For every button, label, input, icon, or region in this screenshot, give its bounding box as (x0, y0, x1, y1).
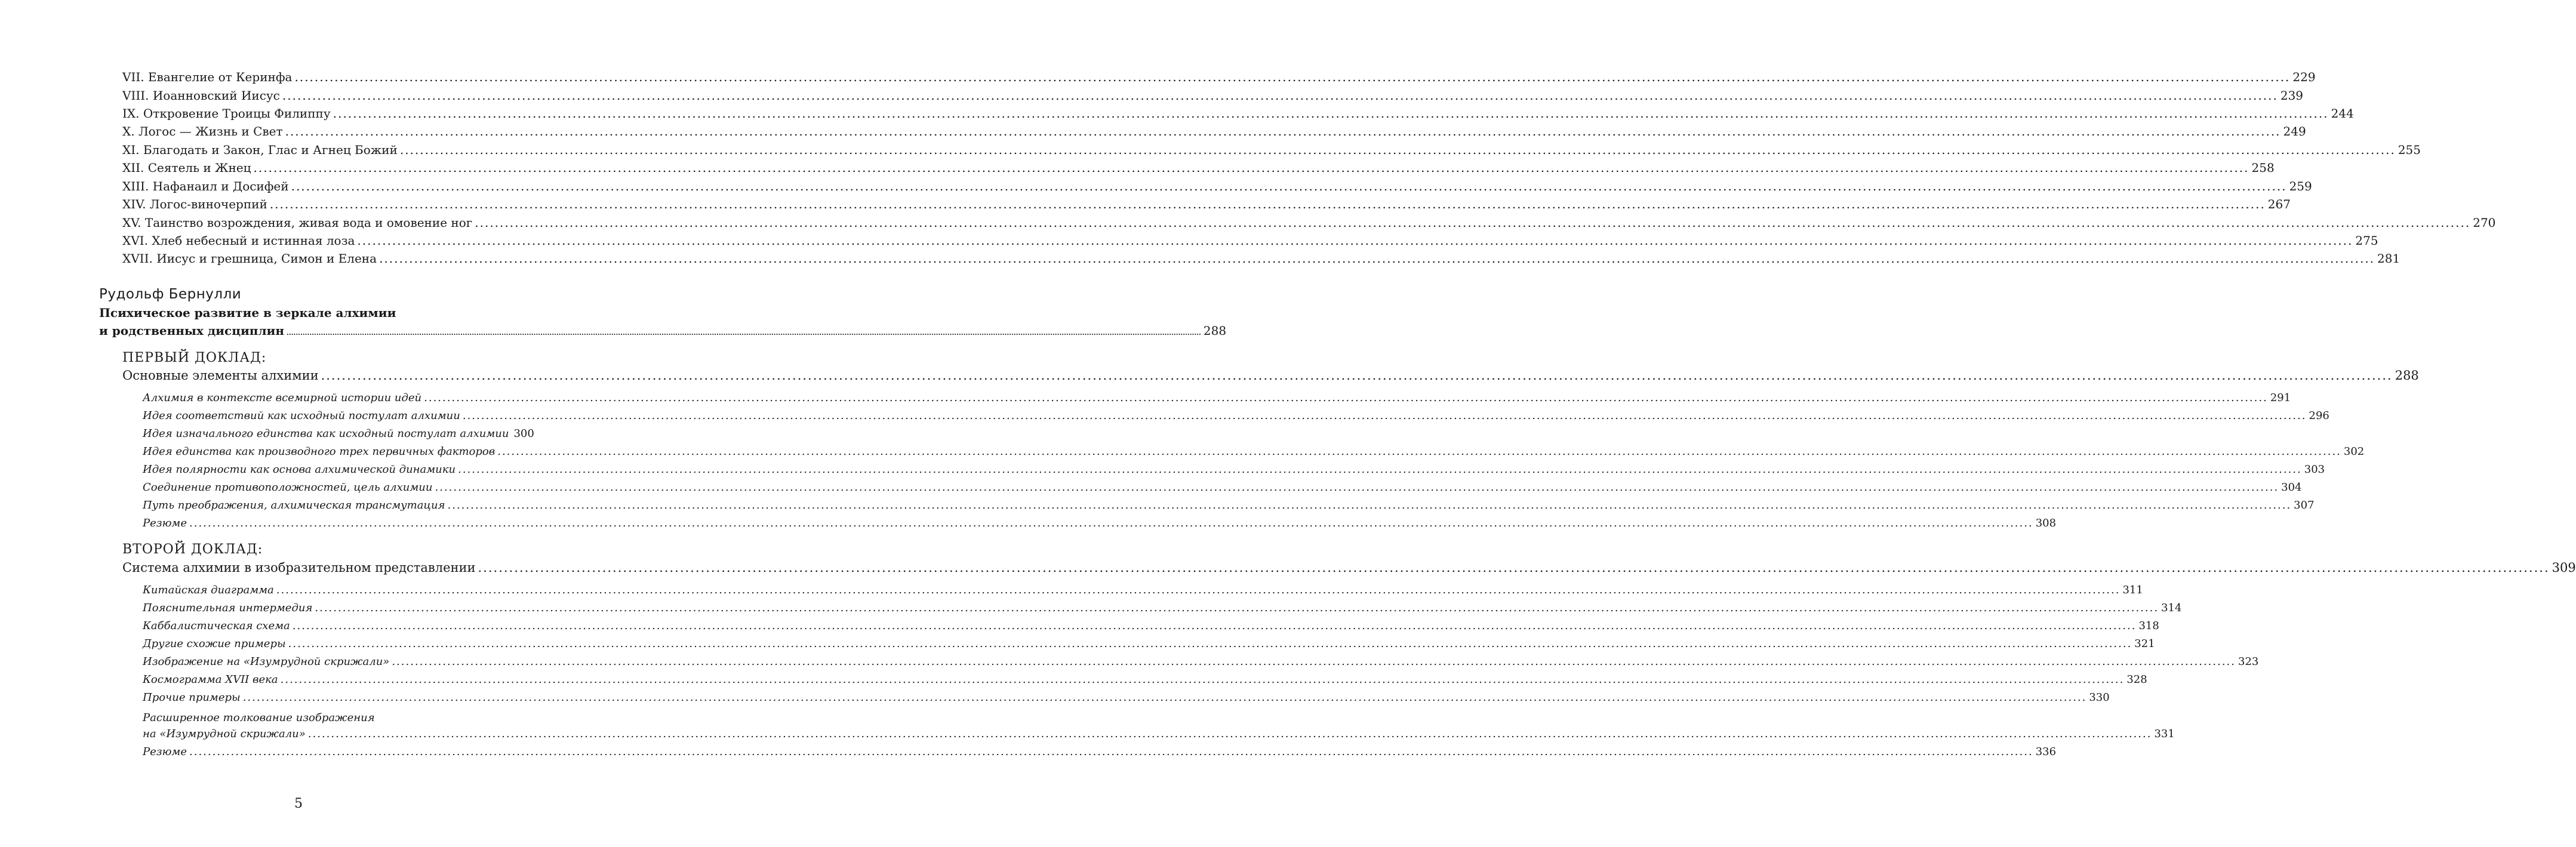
toc-entry-page: 249 (2283, 124, 2306, 138)
leader-dots: ................................................................................................................................................................................................................................................................................................................................................................................................................ (288, 637, 2132, 650)
toc-subentry (0, 445, 2365, 463)
report2-title-entry (0, 560, 2576, 578)
leader-dots: ................................................................................................................................................................................................................................................................................................................................................................................................................ (462, 409, 2307, 422)
leader-dots: ................................................................................................................................................................................................................................................................................................................................................................................................................ (321, 368, 2393, 383)
toc-entry (0, 251, 2400, 269)
toc-entry-title: Резюме (143, 517, 187, 529)
toc-entry-title: Путь преображения, алхимическая трансмутация (143, 499, 445, 512)
leader-dots: ................................................................................................................................................................................................................................................................................................................................................................................................................ (458, 463, 2302, 476)
leader-dots: ................................................................................................................................................................................................................................................................................................................................................................................................................ (287, 329, 1201, 337)
leader-dots: ................................................................................................................................................................................................................................................................................................................................................................................................................ (294, 70, 2291, 84)
toc-entry-title: VIII. Иоанновский Иисус (122, 88, 280, 103)
toc-entry (0, 124, 2306, 142)
toc-entry-page: 323 (2238, 655, 2259, 668)
toc-entry (0, 88, 2304, 106)
toc-subentry (0, 637, 2155, 655)
author-name: Рудольф Бернулли (99, 287, 242, 302)
toc-subentry (0, 728, 2175, 746)
toc-entry-title: X. Логос — Жизнь и Свет (122, 124, 283, 138)
leader-dots: ................................................................................................................................................................................................................................................................................................................................................................................................................ (282, 88, 2278, 103)
leader-dots: ................................................................................................................................................................................................................................................................................................................................................................................................................ (280, 673, 2125, 686)
toc-entry-title: Резюме (143, 746, 187, 758)
leader-dots: ................................................................................................................................................................................................................................................................................................................................................................................................................ (497, 445, 2341, 458)
leader-dots: ................................................................................................................................................................................................................................................................................................................................................................................................................ (392, 655, 2236, 668)
toc-entry-title: XVI. Хлеб небесный и истинная лоза (122, 233, 355, 248)
toc-entry-page: 275 (2355, 233, 2378, 248)
toc-entry-page: 291 (2270, 392, 2291, 404)
leader-dots: ................................................................................................................................................................................................................................................................................................................................................................................................................ (292, 620, 2137, 632)
toc-entry-title: Соединение противоположностей, цель алхимии (143, 481, 433, 494)
toc-entry-page: 308 (2035, 517, 2057, 529)
toc-entry-title: Изображение на «Изумрудной скрижали» (143, 655, 390, 668)
toc-entry-page: 330 (2089, 691, 2110, 704)
toc-entry (0, 179, 2312, 197)
work-title-entry (0, 324, 1227, 341)
toc-entry-page: 258 (2251, 161, 2275, 175)
toc-entry (0, 106, 2354, 124)
leader-dots: ................................................................................................................................................................................................................................................................................................................................................................................................................ (253, 161, 2249, 175)
leader-dots: ................................................................................................................................................................................................................................................................................................................................................................................................................ (424, 392, 2268, 404)
toc-entry-title: Идея единства как производного трех первичных факторов (143, 445, 495, 458)
leader-dots: ................................................................................................................................................................................................................................................................................................................................................................................................................ (357, 233, 2353, 248)
toc-entry-page: 314 (2161, 602, 2182, 614)
toc-entry-page: 300 (513, 427, 534, 440)
toc-entry-page: 259 (2289, 179, 2312, 193)
toc-subentry (0, 392, 2291, 409)
leader-dots: ................................................................................................................................................................................................................................................................................................................................................................................................................ (475, 215, 2471, 230)
toc-entry-title: Китайская диаграмма (143, 584, 274, 596)
toc-entry-title: VII. Евангелие от Керинфа (122, 70, 293, 84)
leader-dots: ................................................................................................................................................................................................................................................................................................................................................................................................................ (399, 143, 2396, 157)
report1-heading: ПЕРВЫЙ ДОКЛАД: (122, 350, 267, 365)
toc-entry-title: IX. Откровение Троицы Филиппу (122, 106, 331, 121)
toc-entry (0, 161, 2275, 178)
toc-entry-page: 267 (2267, 197, 2291, 211)
toc-entry-title: на «Изумрудной скрижали» (143, 728, 306, 740)
toc-entry-page: 302 (2343, 445, 2365, 458)
leader-dots: ................................................................................................................................................................................................................................................................................................................................................................................................................ (307, 728, 2152, 740)
toc-entry (0, 197, 2291, 215)
leader-dots: ................................................................................................................................................................................................................................................................................................................................................................................................................ (447, 499, 2292, 512)
toc-subentry (0, 655, 2259, 673)
toc-entry (0, 143, 2421, 161)
toc-entry-page: 331 (2154, 728, 2175, 740)
toc-entry-title: Каббалистическая схема (143, 620, 290, 632)
toc-entry-title: XV. Таинство возрождения, живая вода и омовение ног (122, 215, 473, 230)
leader-dots: ................................................................................................................................................................................................................................................................................................................................................................................................................ (478, 560, 2550, 575)
toc-subentry (0, 691, 2110, 709)
toc-entry-page: 336 (2035, 746, 2057, 758)
toc-entry-page: 239 (2280, 88, 2304, 103)
toc-entry-page: 328 (2126, 673, 2147, 686)
toc-subentry (0, 499, 2315, 517)
report2-title: Система алхимии в изобразительном представлении (122, 560, 476, 575)
toc-entry-page: 281 (2377, 251, 2400, 266)
toc-entry-title: XIII. Нафанаил и Досифей (122, 179, 289, 193)
toc-entry (0, 215, 2496, 233)
toc-entry-title: XVII. Иисус и грешница, Симон и Елена (122, 251, 377, 266)
toc-subentry (0, 584, 2143, 602)
leader-dots: ................................................................................................................................................................................................................................................................................................................................................................................................................ (285, 124, 2281, 138)
toc-entry-page: 303 (2304, 463, 2325, 476)
toc-entry-page: 318 (2138, 620, 2159, 632)
leader-dots: ................................................................................................................................................................................................................................................................................................................................................................................................................ (189, 746, 2033, 758)
toc-subentry (0, 481, 2302, 499)
toc-entry-title: XII. Сеятель и Жнец (122, 161, 251, 175)
toc-entry-page: 229 (2292, 70, 2316, 84)
toc-entry-page: 270 (2473, 215, 2496, 230)
toc-entry (0, 233, 2378, 251)
leader-dots: ................................................................................................................................................................................................................................................................................................................................................................................................................ (269, 197, 2266, 211)
toc-entry-page: 296 (2309, 409, 2329, 422)
leader-dots: ................................................................................................................................................................................................................................................................................................................................................................................................................ (333, 106, 2329, 121)
toc-subentry (0, 409, 2329, 427)
toc-entry-title: XIV. Логос-виночерпий (122, 197, 267, 211)
toc-entry-title: Космограмма XVII века (143, 673, 278, 686)
leader-dots: ................................................................................................................................................................................................................................................................................................................................................................................................................ (276, 584, 2120, 596)
toc-entry-page: 311 (2122, 584, 2143, 596)
toc-entry-page: 321 (2134, 637, 2155, 650)
toc-entry-title: Идея соответствий как исходный постулат алхимии (143, 409, 460, 422)
report1-title-entry (0, 368, 2419, 386)
leader-dots: ................................................................................................................................................................................................................................................................................................................................................................................................................ (189, 517, 2033, 529)
toc-entry-title: Другие схожие примеры (143, 637, 286, 650)
leader-dots: ................................................................................................................................................................................................................................................................................................................................................................................................................ (379, 251, 2375, 266)
toc-entry-page: 255 (2398, 143, 2421, 157)
toc-entry-page: 304 (2281, 481, 2302, 494)
leader-dots: ................................................................................................................................................................................................................................................................................................................................................................................................................ (315, 602, 2159, 614)
page-number: 5 (294, 796, 303, 811)
toc-entry-title: Прочие примеры (143, 691, 241, 704)
report2-heading: ВТОРОЙ ДОКЛАД: (122, 542, 263, 557)
toc-entry-title: Алхимия в контексте всемирной истории идей (143, 392, 422, 404)
work-title-line2: и родственных дисциплин (99, 324, 285, 338)
toc-entry (0, 70, 2316, 88)
toc-subentry (0, 602, 2182, 620)
report1-title: Основные элементы алхимии (122, 368, 319, 383)
leader-dots: ................................................................................................................................................................................................................................................................................................................................................................................................................ (291, 179, 2287, 193)
toc-subentry (0, 427, 597, 445)
toc-subentry-title-line1: Расширенное толкование изображения (143, 712, 375, 724)
toc-entry-title: Пояснительная интермедия (143, 602, 313, 614)
toc-entry-page: 309 (2552, 560, 2576, 575)
leader-dots: ................................................................................................................................................................................................................................................................................................................................................................................................................ (435, 481, 2279, 494)
toc-subentry (0, 673, 2147, 691)
toc-entry-title: Идея изначального единства как исходный постулат алхимии (143, 427, 509, 440)
toc-entry-page: 307 (2294, 499, 2315, 512)
toc-entry-title: Идея полярности как основа алхимической динамики (143, 463, 456, 476)
toc-subentry (0, 463, 2325, 481)
leader-dots: ................................................................................................................................................................................................................................................................................................................................................................................................................ (242, 691, 2087, 704)
toc-entry-page: 288 (2395, 368, 2419, 383)
work-title-line1: Психическое развитие в зеркале алхимии (99, 306, 396, 320)
toc-subentry (0, 517, 2057, 535)
toc-entry-page: 288 (1203, 324, 1227, 338)
toc-entry-title: XI. Благодать и Закон, Глас и Агнец Божий (122, 143, 398, 157)
toc-subentry (0, 746, 2057, 763)
toc-subentry (0, 620, 2159, 637)
toc-entry-page: 244 (2331, 106, 2354, 121)
